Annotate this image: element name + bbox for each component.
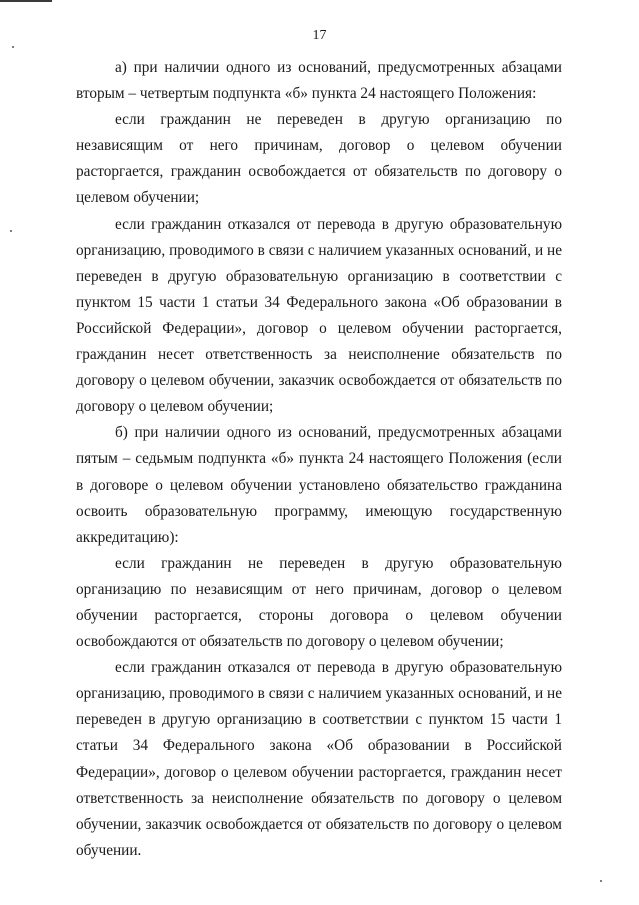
paragraph-a: а) при наличии одного из оснований, предусмотренных абзацами вторым – четвертым подпункта «б» пункта 24 настоящего Положения: — [76, 59, 562, 103]
paragraph-b-case-1: если гражданин не переведен в другую образовательную организацию по независящим от него причинам, договор о целевом обучении расторгается, стороны договора о целевом обучении освобождаются от обязательств по договору о целевом обучении; — [76, 554, 562, 651]
scan-speck — [600, 880, 602, 882]
scan-speck — [10, 230, 12, 232]
document-body — [76, 55, 562, 864]
paragraph-a-case-2: если гражданин отказался от перевода в другую образовательную организацию, проводимого в связи с наличием указанных оснований, и не переведен в другую образовательную организацию в соответствии с пунктом 15 части 1 статьи 34 Федерального закона «Об образовании в Российской Федерации», договор о целевом обучении расторгается, гражданин несет ответственность за неисполнение обязательств по договору о целевом обучении, заказчик освобождается от обязательств по договору о целевом обучении; — [76, 215, 562, 416]
page-number: 17 — [312, 28, 327, 43]
scan-speck — [12, 46, 14, 48]
paragraph-b: б) при наличии одного из оснований, предусмотренных абзацами пятым – седьмым подпункта «б» пункта 24 настоящего Положения (если в договоре о целевом обучении установлено обязательство гражданина освоить образовательную программу, имеющую государственную аккредитацию): — [76, 424, 562, 546]
scan-edge-line — [0, 0, 52, 2]
paragraph-a-case-1: если гражданин не переведен в другую организацию по независящим от него причинам, договор о целевом обучении расторгается, гражданин освобождается от обязательств по договору о целевом обучении; — [76, 111, 562, 207]
paragraph-b-case-2: если гражданин отказался от перевода в другую образовательную организацию, проводимого в связи с наличием указанных оснований, и не переведен в другую организацию в соответствии с пунктом 15 части 1 статьи 34 Федерального закона «Об образовании в Российской Федерации», договор о целевом обучении расторгается, гражданин несет ответственность за неисполнение обязательств по договору о целевом обучении, заказчик освобождается от обязательств по договору о целевом обучении. — [76, 659, 562, 859]
